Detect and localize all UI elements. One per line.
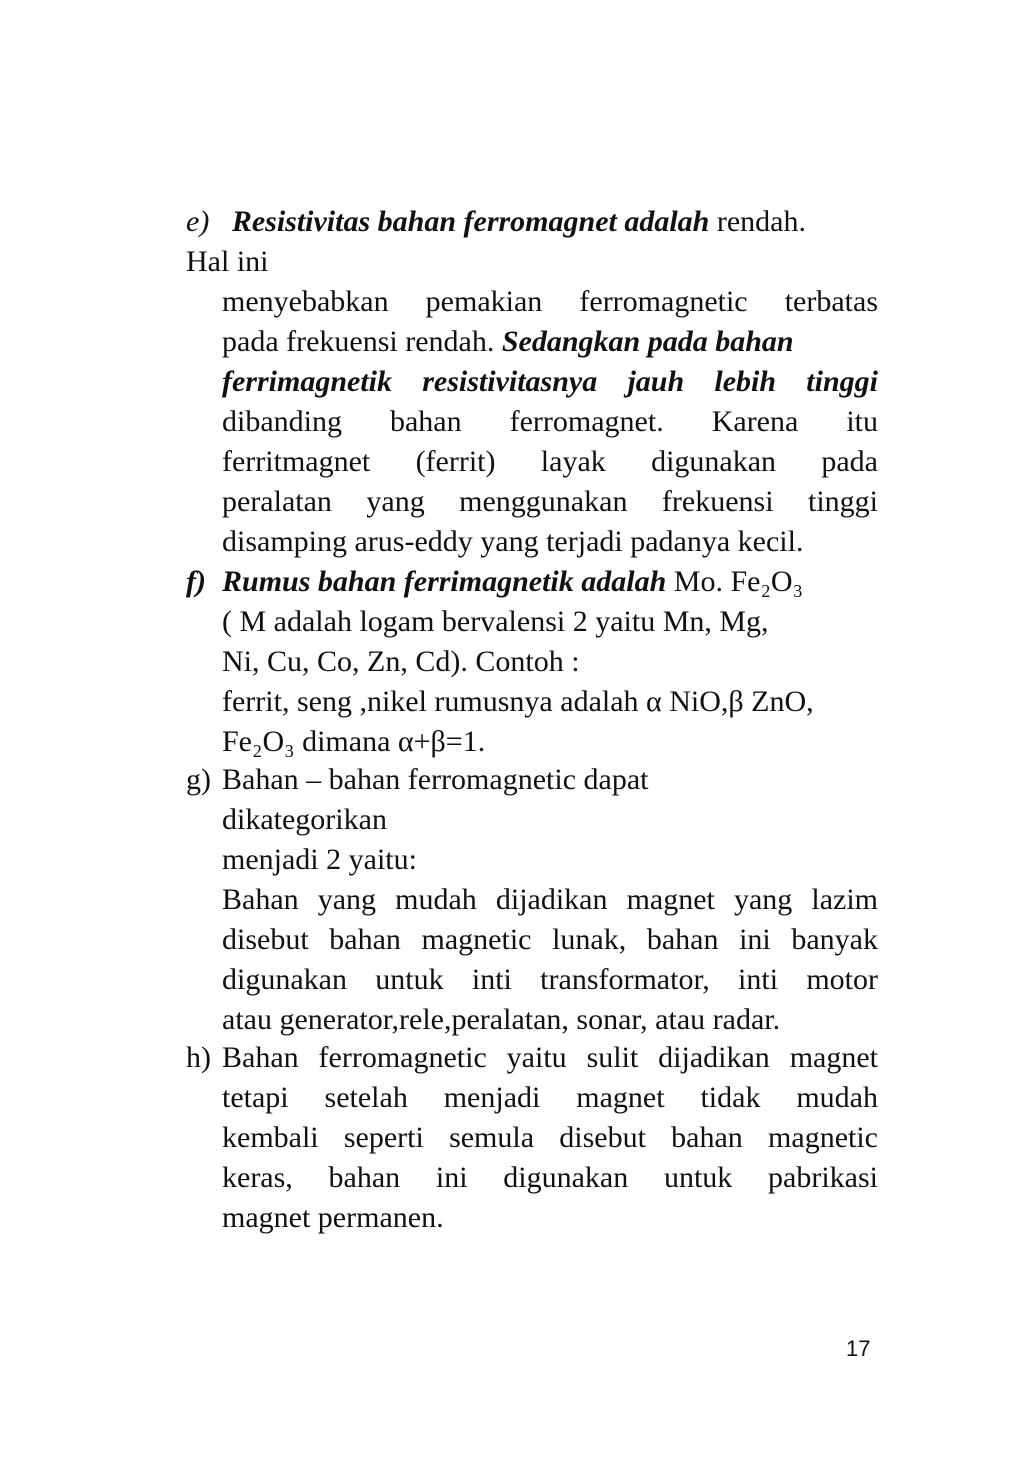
item-e-line-1: [186, 202, 878, 242]
item-g-marker: g): [186, 763, 211, 796]
item-e-marker: e): [186, 205, 210, 238]
item-f-line-2: ( M adalah logam bervalensi 2 yaitu Mn, Mg,: [222, 605, 769, 638]
item-h-line-1: Bahan ferromagnetic yaitu sulit dijadikan magnet: [222, 1041, 878, 1074]
item-e-line-4-text: pada frekuensi rendah.: [222, 325, 502, 358]
item-g-line-4: Bahan yang mudah dijadikan magnet yang lazim: [222, 883, 878, 916]
item-g-line-1: Bahan – bahan ferromagnetic dapat: [222, 763, 649, 796]
item-g-line-7: atau generator,rele,peralatan, sonar, atau radar.: [222, 1003, 781, 1036]
item-f-line-5: Fe₂O₃ dimana α+β=1.: [222, 725, 486, 758]
item-f-line-1: [222, 562, 803, 602]
item-h-marker: h): [186, 1041, 211, 1074]
item-h-line-2: tetapi setelah menjadi magnet tidak mudah: [222, 1081, 878, 1114]
item-e-line-2: Hal ini: [186, 245, 269, 278]
item-f-line-4: ferrit, seng ,nikel rumusnya adalah α NiO,β ZnO,: [222, 685, 814, 718]
item-e-title: Resistivitas bahan ferromagnet adalah: [231, 205, 710, 238]
item-f-line-3: Ni, Cu, Co, Zn, Cd). Contoh :: [222, 645, 580, 678]
item-h-line-4: keras, bahan ini digunakan untuk pabrikasi: [222, 1161, 878, 1194]
item-h-line-3: kembali seperti semula disebut bahan magnetic: [222, 1121, 878, 1154]
item-h-line-5: magnet permanen.: [222, 1201, 444, 1234]
item-g-line-6: digunakan untuk inti transformator, inti motor: [222, 963, 878, 996]
page-number: 17: [846, 1336, 871, 1361]
item-g-line-5: disebut bahan magnetic lunak, bahan ini banyak: [222, 923, 878, 956]
item-e-emphasis-2: ferrimagnetik resistivitasnya jauh lebih tinggi: [222, 365, 878, 398]
item-e-line-1-tail: rendah.: [709, 205, 806, 238]
item-e-line-3: menyebabkan pemakian ferromagnetic terbatas: [222, 285, 878, 318]
item-f-title: Rumus bahan ferrimagnetik adalah: [222, 565, 667, 598]
item-e-line-8: peralatan yang menggunakan frekuensi tinggi: [222, 485, 878, 518]
item-f-marker: f): [186, 565, 206, 598]
item-e-line-9: disamping arus-eddy yang terjadi padanya kecil.: [222, 525, 804, 558]
item-e-line-7: ferritmagnet (ferrit) layak digunakan pada: [222, 445, 878, 478]
item-g-line-2: dikategorikan: [222, 803, 387, 836]
item-e-line-4: [222, 322, 878, 362]
item-e-line-6: dibanding bahan ferromagnet. Karena itu: [222, 405, 878, 438]
item-g-line-3: menjadi 2 yaitu:: [222, 843, 417, 876]
item-f-formula: Mo. Fe₂O₃: [666, 565, 804, 598]
item-e-emphasis-1: Sedangkan pada bahan: [501, 325, 794, 358]
